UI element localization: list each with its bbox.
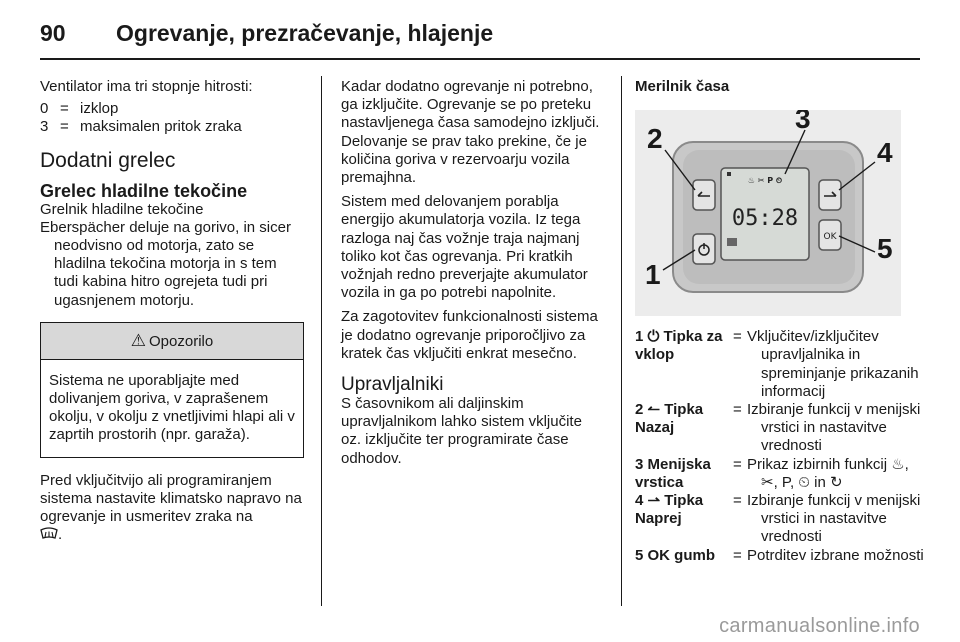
col2-para2: Sistem med delovanjem porablja energijo akumulatorja vozila. Iz tega razloga naj čas vožnje traja najmanj toliko kot čas ogrevanja. Pri kratkih vožnjah redno preverjajte akumulator vozila in ga po potrebi napolnite. — [341, 193, 588, 302]
legend-value: Vključitev/izključitev upravljalnika in spreminjanje prikazanih informacij — [747, 328, 919, 400]
windshield-defrost-icon — [40, 527, 58, 541]
watermark: carmanualsonline.info — [719, 615, 920, 637]
speed-row-3 — [40, 118, 304, 136]
back-button-illus — [693, 180, 715, 210]
subsection-title: Grelec hladilne tekočine — [40, 180, 248, 201]
svg-text:♨ ✂ P ⏲: ♨ ✂ P ⏲ — [747, 176, 783, 186]
legend-eq: = — [733, 492, 742, 510]
speed-key: 3 — [40, 118, 49, 136]
legend-value: Prikaz izbirnih funkcij ♨, ✂, P, ⏲ in ↻ — [747, 455, 909, 491]
callout-1: 1 — [645, 259, 661, 291]
figure-legend — [635, 328, 925, 565]
legend-eq: = — [733, 401, 742, 419]
fan-intro: Ventilator ima tri stopnje hitrosti: — [40, 78, 253, 95]
legend-row — [635, 547, 925, 565]
speed-row-0 — [40, 100, 304, 118]
legend-row — [635, 328, 925, 401]
legend-key: 3 Menijska vrstica — [635, 455, 711, 491]
speed-key: 0 — [40, 100, 49, 118]
legend-row — [635, 456, 925, 492]
timer-figure — [635, 110, 901, 316]
ok-button-text: OK — [823, 232, 837, 243]
warning-box — [40, 322, 304, 458]
legend-key: 1 ⏻ Tipka za vklop — [635, 328, 723, 364]
setup-para: Pred vključitvijo ali programiranjem sistema nastavite klimatsko napravo na ogrevanje in usmeritev zraka na . — [40, 471, 302, 544]
legend-row — [635, 492, 925, 547]
column-3 — [635, 78, 925, 565]
callout-5: 5 — [877, 233, 893, 265]
callout-2: 2 — [647, 123, 663, 155]
speed-value: maksimalen pritok zraka — [80, 118, 242, 136]
legend-key: 5 OK gumb — [635, 546, 716, 564]
column-divider-1 — [321, 76, 322, 606]
col2-para1: Kadar dodatno ogrevanje ni potrebno, ga izključite. Ogrevanje se po preteku nastavljenega časa samodejno izključi. Delovanje se prav tako prekine, če je količina goriva v rezervoarju vozila premajhna. — [341, 78, 600, 187]
legend-eq: = — [733, 328, 742, 346]
warning-header — [41, 323, 303, 360]
callout-4: 4 — [877, 137, 893, 169]
timer-illustration — [635, 110, 901, 316]
column-divider-2 — [621, 76, 622, 606]
legend-key: 2 ↼ Tipka Nazaj — [635, 401, 704, 437]
display-time: 05:28 — [731, 206, 799, 232]
speed-eq: = — [60, 100, 69, 118]
column-1 — [40, 78, 304, 544]
forward-button-illus — [819, 180, 841, 210]
page-header — [40, 14, 920, 54]
speed-value: izklop — [80, 100, 119, 118]
legend-eq: = — [733, 455, 742, 473]
heater-para-rest: Eberspächer deluje na gorivo, in sicer neodvisno od motorja, zato se hladilna tekočina motorja in s tem tudi kabina hitro ogrejeta tudi pri ugasnjenem motorju. — [40, 218, 291, 309]
legend-value: Izbiranje funkcij v menijski vrstici in nastavitve vrednosti — [747, 492, 921, 546]
speed-eq: = — [60, 118, 69, 136]
heater-para-line1: Grelnik hladilne tekočine — [40, 200, 204, 218]
warning-triangle-icon: ⚠ — [130, 330, 147, 350]
column-2 — [341, 78, 605, 468]
legend-value: Izbiranje funkcij v menijski vrstici in nastavitve vrednosti — [747, 401, 921, 455]
legend-key: 4 ⇀ Tipka Naprej — [635, 492, 704, 528]
legend-row — [635, 401, 925, 456]
page-title: Ogrevanje, prezračevanje, hlajenje — [116, 20, 494, 46]
col2-para3: Za zagotovitev funkcionalnosti sistema je dodatno ogrevanje priporočljivo za kratek čas vključiti enkrat mesečno. — [341, 308, 598, 362]
legend-eq: = — [733, 546, 742, 564]
warning-body: Sistema ne uporabljajte med dolivanjem goriva, v zaprašenem okolju, v okolju z vnetljivimi hlapi ali v zaprtih prostorih (npr. garaža). — [49, 371, 295, 444]
warning-title: Opozorilo — [149, 332, 214, 350]
legend-value: Potrditev izbrane možnosti — [747, 546, 924, 564]
page-number: 90 — [40, 20, 66, 46]
setup-para-text: Pred vključitvijo ali programiranjem sistema nastavite klimatsko napravo na ogrevanje in usmeritev zraka na — [40, 471, 302, 526]
controls-text: S časovnikom ali daljinskim upravljalnikom lahko sistem vključite oz. izključite ter programirate čase odhodov. — [341, 395, 582, 467]
controls-title: Upravljalniki — [341, 374, 444, 396]
callout-3: 3 — [795, 110, 811, 135]
figure-title: Merilnik časa — [635, 78, 730, 95]
section-title: Dodatni grelec — [40, 148, 176, 172]
header-rule — [40, 58, 920, 60]
